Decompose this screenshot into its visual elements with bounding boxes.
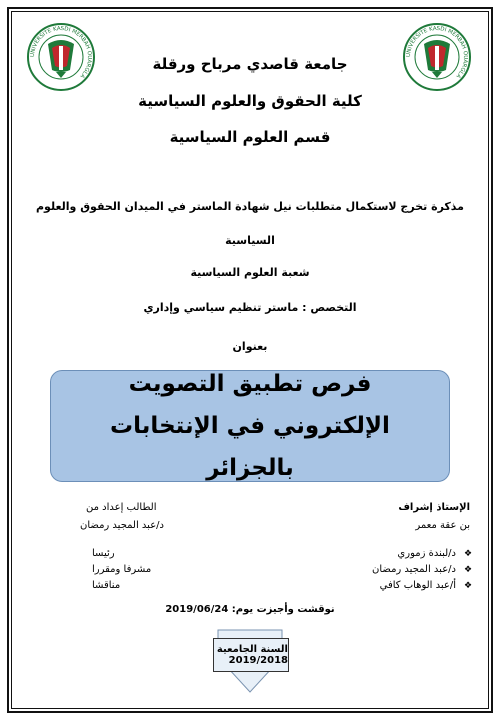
title-intro: بعنوان bbox=[232, 340, 268, 353]
bullet-icon: ❖ bbox=[464, 565, 473, 575]
academic-year: السنة الجامعية 2019/2018 bbox=[216, 644, 288, 666]
logo-ring-text: UNIVERSITE KASDI MERBAH OUARGLA bbox=[29, 25, 93, 79]
student-label: الطالب إعداد من bbox=[86, 502, 157, 513]
committee-member-name: د/لبندة زموري bbox=[397, 548, 456, 559]
bullet-icon: ❖ bbox=[464, 549, 473, 559]
department-name: قسم العلوم السياسية bbox=[169, 128, 331, 146]
thesis-title-box bbox=[50, 370, 450, 482]
defense-label: نوقشت وأجيزت يوم: bbox=[231, 604, 335, 615]
committee-member-role: مناقشا bbox=[92, 580, 121, 591]
supervisor-name: بن عقة معمر bbox=[415, 520, 470, 531]
committee-member-role: مشرفا ومقررا bbox=[92, 564, 152, 575]
logo-ring-text: UNIVERSITE KASDI MERBAH OUARGLA bbox=[405, 25, 469, 79]
thesis-purpose-line-2: السياسية bbox=[225, 234, 275, 247]
committee-member-role: رئيسا bbox=[92, 548, 115, 559]
branch-line: شعبة العلوم السياسية bbox=[190, 266, 310, 279]
defense-date: 2019/06/24 bbox=[165, 604, 229, 615]
specialty-line: التخصص : ماستر تنظيم سياسي وإداري bbox=[143, 301, 357, 314]
university-name: جامعة قاصدي مرباح ورقلة bbox=[152, 55, 348, 73]
academic-year-box bbox=[213, 638, 289, 672]
supervisor-label: الإستاذ إشراف bbox=[398, 502, 470, 513]
committee-member-name: د/عبد المجيد رمضان bbox=[372, 564, 456, 575]
bullet-icon: ❖ bbox=[464, 581, 473, 591]
committee-member-name: أ/عبد الوهاب كافي bbox=[379, 580, 456, 591]
student-name: د/عبد المجيد رمضان bbox=[80, 520, 164, 531]
thesis-purpose-line-1: مذكرة تخرج لاستكمال متطلبات نيل شهادة الماستر في الميدان الحقوق والعلوم bbox=[36, 200, 464, 213]
faculty-name: كلية الحقوق والعلوم السياسية bbox=[138, 92, 362, 110]
thesis-title: فرص تطبيق التصويت الإلكتروني في الإنتخابات بالجزائر bbox=[110, 371, 390, 481]
